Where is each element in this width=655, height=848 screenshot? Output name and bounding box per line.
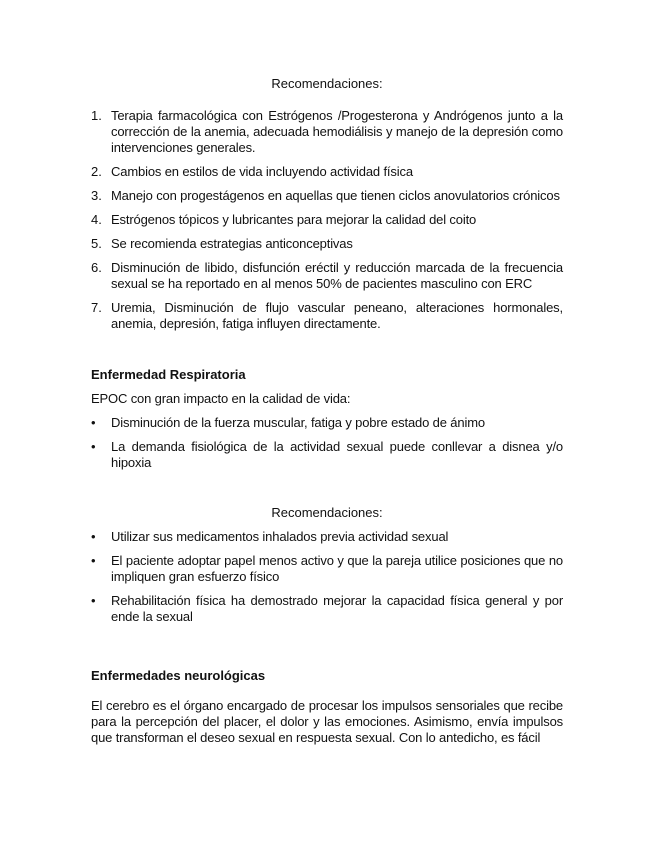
list-item-text: Estrógenos tópicos y lubricantes para mejorar la calidad del coito [111,212,477,227]
bullet-text: Disminución de la fuerza muscular, fatiga y pobre estado de ánimo [111,415,485,430]
recommendations-heading: Recomendaciones: [271,76,383,91]
bullet-text: El paciente adoptar papel menos activo y que la pareja utilice posiciones que no impliquen gran esfuerzo físico [111,553,563,584]
document-page [91,76,563,746]
list-item-text: Se recomienda estrategias anticonceptivas [111,236,353,251]
bullet-item [91,439,563,471]
bullet-item [91,529,563,545]
bullet-text: Utilizar sus medicamentos inhalados previa actividad sexual [111,529,449,544]
list-marker: 1. [91,108,102,123]
bullet-marker: • [91,553,96,568]
section-heading-respiratory: Enfermedad Respiratoria [91,367,246,382]
list-marker: 3. [91,188,102,203]
list-item-text: Uremia, Disminución de flujo vascular peneano, alteraciones hormonales, anemia, depresión, fatiga influyen directamente. [111,300,563,331]
neuro-paragraph: El cerebro es el órgano encargado de procesar los impulsos sensoriales que recibe para la percepción del placer, el dolor y las emociones. Asimismo, envía impulsos que transforman el deseo sexual en respuesta sexual. Con lo antedicho, es fácil [91,698,563,745]
list-item [91,188,563,204]
list-item [91,260,563,292]
list-marker: 2. [91,164,102,179]
bullet-marker: • [91,439,96,454]
bullet-item [91,553,563,585]
list-item [91,236,563,252]
list-item-text: Manejo con progestágenos en aquellas que tienen ciclos anovulatorios crónicos [111,188,560,203]
list-item-text: Disminución de libido, disfunción eréctil y reducción marcada de la frecuencia sexual se ha reportado en al menos 50% de pacientes masculino con ERC [111,260,563,291]
bullet-marker: • [91,593,96,608]
recommendations-heading: Recomendaciones: [271,505,383,520]
list-item [91,300,563,332]
list-marker: 6. [91,260,102,275]
bullet-text: Rehabilitación física ha demostrado mejorar la capacidad física general y por ende la sexual [111,593,563,624]
list-item [91,164,563,180]
list-marker: 5. [91,236,102,251]
list-marker: 4. [91,212,102,227]
list-item [91,108,563,156]
list-item [91,212,563,228]
respiratory-intro: EPOC con gran impacto en la calidad de vida: [91,391,351,406]
bullet-item [91,593,563,625]
list-marker: 7. [91,300,102,315]
list-item-text: Terapia farmacológica con Estrógenos /Progesterona y Andrógenos junto a la corrección de la anemia, adecuada hemodiálisis y manejo de la depresión como intervenciones generales. [111,108,563,155]
bullet-text: La demanda fisiológica de la actividad sexual puede conllevar a disnea y/o hipoxia [111,439,563,470]
section-heading-neuro: Enfermedades neurológicas [91,668,266,683]
bullet-item [91,415,563,431]
list-item-text: Cambios en estilos de vida incluyendo actividad física [111,164,413,179]
bullet-marker: • [91,415,96,430]
bullet-marker: • [91,529,96,544]
